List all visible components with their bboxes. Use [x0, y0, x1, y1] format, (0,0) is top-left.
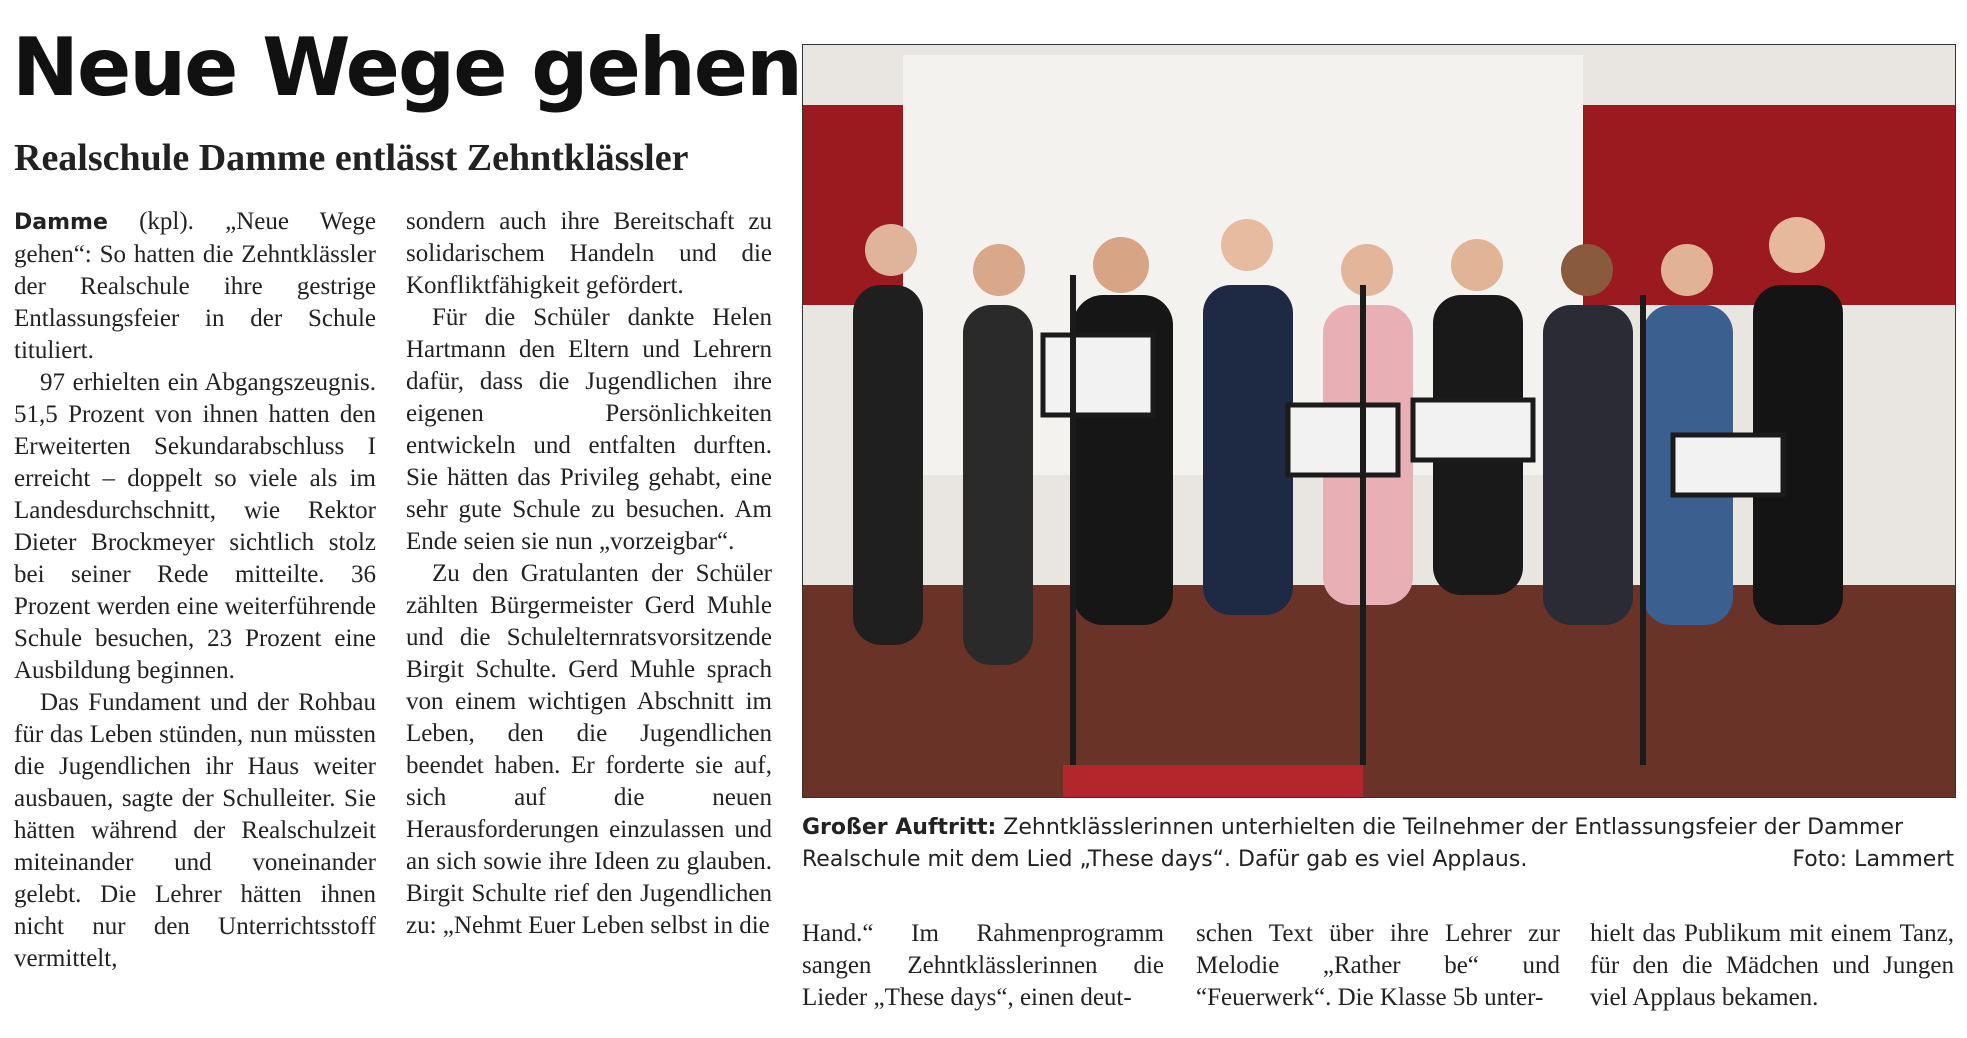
- paragraph: schen Text über ihre Lehrer zur Melodie „Rather be“ und “Feuerwerk“. Die Klasse 5b unter-: [1196, 920, 1560, 1011]
- photo-credit: Foto: Lammert: [1792, 847, 1954, 872]
- article-column-5: [1590, 918, 1954, 1014]
- paragraph: sondern auch ihre Bereitschaft zu solidarischem Handeln und die Konfliktfähigkeit gefördert.: [406, 208, 772, 299]
- headline: Neue Wege gehen: [12, 21, 801, 114]
- paragraph: [14, 206, 376, 367]
- paragraph-text: (kpl). „Neue Wege gehen“: So hatten die Zehntklässler der Realschule ihre gestrige Entlassungsfeier in der Schule tituliert.: [14, 208, 376, 364]
- subheadline: Realschule Damme entlässt Zehntklässler: [14, 137, 689, 179]
- paragraph: Das Fundament und der Rohbau für das Leben stünden, nun müssten die Jugendlichen ihr Haus weiter ausbauen, sagte der Schulleiter. Sie hätten während der Realschulzeit miteinander und voneinander gelebt. Die Lehrer hätten ihnen nicht nur den Unterrichtsstoff vermittelt,: [14, 689, 376, 972]
- article-column-1: [14, 206, 376, 975]
- article-column-2: [406, 206, 772, 942]
- dateline: Damme: [14, 210, 108, 235]
- article-column-4: [1196, 918, 1560, 1014]
- paragraph: 97 erhielten ein Abgangszeugnis. 51,5 Prozent von ihnen hatten den Erweiterten Sekundarabschluss I erreicht – doppelt so viele als im Landesdurchschnitt, wie Rektor Dieter Brockmeyer sichtlich stolz bei seiner Rede mitteilte. 36 Prozent werden eine weiterführende Schule besuchen, 23 Prozent eine Ausbildung beginnen.: [14, 369, 376, 684]
- photo-caption: [802, 812, 1954, 876]
- article-photo: [802, 44, 1956, 798]
- article-column-3: [802, 918, 1164, 1014]
- caption-label: Großer Auftritt:: [802, 815, 997, 840]
- red-carpet: [1063, 765, 1363, 797]
- paragraph: hielt das Publikum mit einem Tanz, für den die Mädchen und Jungen viel Applaus bekamen.: [1590, 920, 1954, 1011]
- paragraph: Zu den Gratulanten der Schüler zählten Bürgermeister Gerd Muhle und die Schulelternratsvorsitzende Birgit Schulte. Gerd Muhle sprach von einem wichtigen Abschnitt im Leben, den die Jugendlichen beendet haben. Er forderte sie auf, sich auf die neuen Herausforderungen einzulassen und an sich sowie ihre Ideen zu glauben. Birgit Schulte rief den Jugendlichen zu: „Nehmt Euer Leben selbst in die: [406, 560, 772, 939]
- caption-text: Zehntklässlerinnen unterhielten die Teilnehmer der Entlassungsfeier der Dammer Realschule mit dem Lied „These days“. Dafür gab es viel Applaus.: [802, 815, 1904, 872]
- paragraph: Hand.“ Im Rahmenprogramm sangen Zehntklässlerinnen die Lieder „These days“, einen deut-: [802, 920, 1164, 1011]
- photo-illustration: [803, 45, 1955, 797]
- paragraph: Für die Schüler dankte Helen Hartmann den Eltern und Lehrern dafür, dass die Jugendlichen ihre eigenen Persönlichkeiten entwickeln und entfalten durften. Sie hätten das Privileg gehabt, eine sehr gute Schule zu besuchen. Am Ende seien sie nun „vorzeigbar“.: [406, 304, 772, 555]
- red-curtain-right: [1583, 105, 1955, 305]
